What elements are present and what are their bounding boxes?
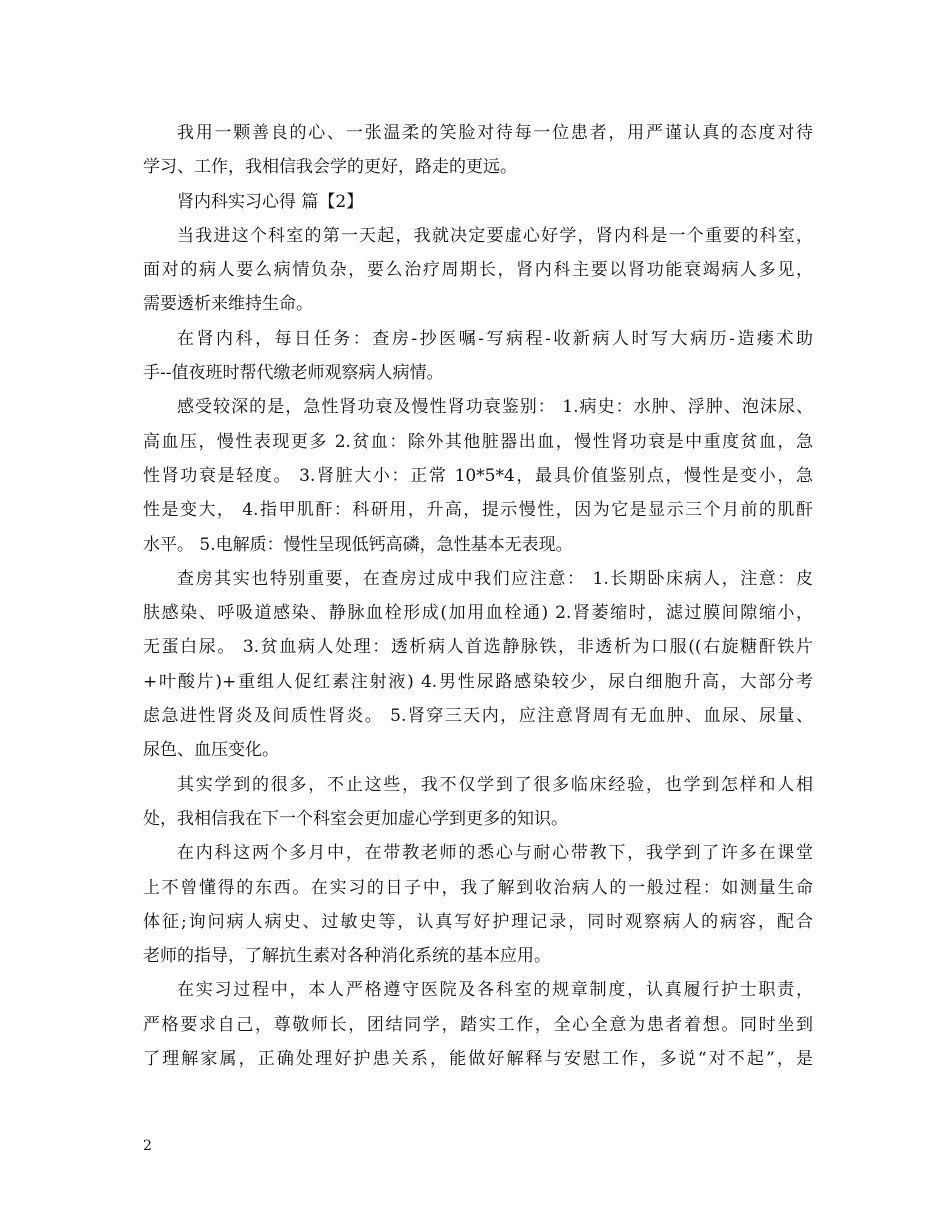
text-line: 面对的病人要么病情负杂，要么治疗周期长，肾内科主要以肾功能衰竭病人多见， [143, 260, 813, 281]
text-line: 在内科这两个多月中，在带教老师的悉心与耐心带教下，我学到了许多在课堂 [177, 843, 813, 864]
text-line: 感受较深的是，急性肾功衰及慢性肾功衰鉴别： 1.病史：水肿、浮肿、泡沫尿、 [177, 397, 813, 418]
text-line: 肤感染、呼吸道感染、静脉血栓形成(加用血栓通) 2.肾萎缩时，滤过膜间隙缩小， [143, 603, 813, 624]
text-line: 严格要求自己，尊敬师长，团结同学，踏实工作，全心全意为患者着想。同时坐到 [143, 1014, 813, 1035]
text-line: 肾内科实习心得 篇【2】 [177, 191, 364, 212]
text-line: 需要透析来维持生命。 [143, 294, 313, 315]
text-line: +叶酸片)+重组人促红素注射液) 4.男性尿路感染较少，尿白细胞升高，大部分考 [143, 671, 813, 692]
text-line: 查房其实也特别重要，在查房过成中我们应注意： 1.长期卧床病人，注意：皮 [177, 568, 813, 589]
text-line: 性是变大， 4.指甲肌酐：科研用，升高，提示慢性，因为它是显示三个月前的肌酐 [143, 500, 813, 521]
text-line: 当我进这个科室的第一天起，我就决定要虚心好学，肾内科是一个重要的科室， [177, 225, 813, 246]
text-line: 体征;询问病人病史、过敏史等，认真写好护理记录，同时观察病人的病容，配合 [143, 911, 813, 932]
text-line: 虑急进性肾炎及间质性肾炎。 5.肾穿三天内，应注意肾周有无血肿、血尿、尿量、 [143, 706, 813, 727]
text-line: 我用一颗善良的心、一张温柔的笑脸对待每一位患者，用严谨认真的态度对待 [177, 123, 813, 143]
text-line: 无蛋白尿。 3.贫血病人处理：透析病人首选静脉铁，非透析为口服((右旋糖酐铁片 [143, 637, 813, 658]
text-line: 在肾内科，每日任务：查房-抄医嘱-写病程-收新病人时写大病历-造瘘术助 [177, 328, 813, 349]
text-line: 水平。 5.电解质：慢性呈现低钙高磷，急性基本无表现。 [143, 534, 573, 555]
text-line: 尿色、血压变化。 [143, 740, 279, 761]
text-line: 学习、工作，我相信我会学的更好，路走的更远。 [143, 157, 517, 178]
text-line: 其实学到的很多，不止这些，我不仅学到了很多临床经验，也学到怎样和人相 [177, 774, 813, 795]
text-line: 老师的指导，了解抗生素对各种消化系统的基本应用。 [143, 946, 551, 967]
body-text [143, 116, 813, 1076]
text-line: 手--值夜班时帮代缴老师观察病人病情。 [143, 363, 444, 384]
text-line: 了理解家属，正确处理好护患关系，能做好解释与安慰工作，多说“对不起”，是 [143, 1049, 813, 1070]
text-line: 上不曾懂得的东西。在实习的日子中，我了解到收治病人的一般过程：如测量生命 [143, 877, 813, 898]
text-line: 性肾功衰是轻度。 3.肾脏大小：正常 10*5*4，最具价值鉴别点，慢性是变小，急 [143, 465, 813, 486]
page-number: 2 [143, 1138, 152, 1154]
text-line: 高血压，慢性表现更多 2.贫血：除外其他脏器出血，慢性肾功衰是中重度贫血，急 [143, 431, 813, 452]
text-line: 在实习过程中，本人严格遵守医院及各科室的规章制度，认真履行护士职责， [177, 980, 813, 1001]
text-line: 处，我相信我在下一个科室会更加虚心学到更多的知识。 [143, 808, 568, 829]
